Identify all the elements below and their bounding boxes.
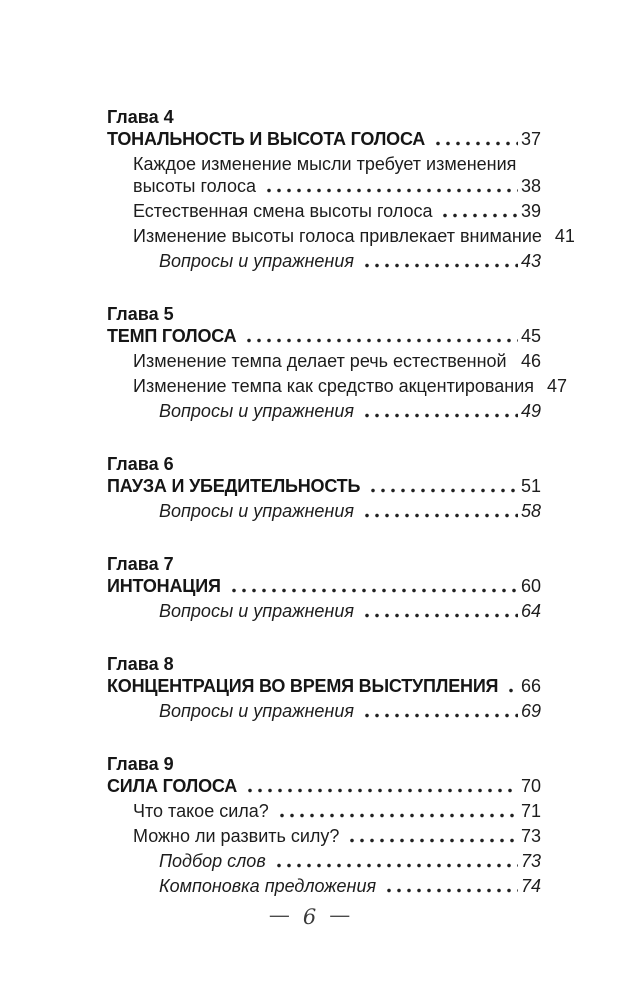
toc-entry [133, 375, 568, 397]
toc-entry [159, 600, 541, 622]
toc-entry-row [159, 250, 541, 272]
entry-page-number: 70 [520, 776, 541, 796]
chapter-title: ТОНАЛЬНОСТЬ И ВЫСОТА ГОЛОСА [107, 129, 426, 149]
entry-page-number: 37 [520, 129, 541, 149]
entry-page-number: 46 [520, 351, 541, 371]
entry-page-number: 66 [520, 676, 541, 696]
toc-entry [133, 825, 541, 847]
entry-label: Вопросы и упражнения [159, 401, 354, 421]
entry-label-line: Каждое изменение мысли требует изменения [133, 154, 517, 174]
dot-leader-icon [504, 688, 518, 693]
dot-leader-icon [366, 488, 518, 493]
toc-entry [133, 153, 541, 197]
toc-entry-row [159, 400, 541, 422]
entry-label: Изменение высоты голоса привлекает внимание [133, 226, 542, 246]
dot-leader-icon [360, 513, 518, 518]
chapter-title: ТЕМП ГОЛОСА [107, 326, 237, 346]
entry-label: Компоновка предложения [159, 876, 377, 896]
toc-entry [159, 875, 541, 897]
dot-leader-icon [243, 788, 518, 793]
toc-entry [159, 850, 541, 872]
toc [107, 106, 575, 897]
chapter-label: Глава 8 [107, 654, 174, 674]
entry-label: Изменение темпа как средство акцентирования [133, 376, 535, 396]
dot-leader-icon [360, 613, 518, 618]
toc-entry-row [133, 350, 541, 372]
toc-entry [133, 350, 541, 372]
dot-leader-icon [360, 713, 518, 718]
toc-section [107, 303, 568, 422]
chapter-label: Глава 4 [107, 107, 174, 127]
chapter-label: Глава 7 [107, 554, 174, 574]
entry-label: Естественная смена высоты голоса [133, 201, 433, 221]
toc-entry [159, 250, 541, 272]
entry-page-number: 41 [554, 226, 575, 246]
dot-leader-icon [382, 888, 518, 893]
entry-page-number: 73 [520, 826, 541, 846]
toc-entry-row [159, 600, 541, 622]
entry-label: Вопросы и упражнения [159, 701, 354, 721]
entry-page-number: 47 [547, 376, 568, 396]
toc-entry-row [133, 375, 568, 397]
entry-label: Можно ли развить силу? [133, 826, 340, 846]
toc-entry [159, 400, 541, 422]
chapter-title-row [107, 675, 541, 697]
entry-label: Вопросы и упражнения [159, 501, 354, 521]
entry-page-number: 45 [520, 326, 541, 346]
entry-page-number: 39 [520, 201, 541, 221]
entry-page-number: 69 [520, 701, 541, 721]
entry-page-number: 43 [520, 251, 541, 271]
toc-entry-row [159, 875, 541, 897]
toc-entry-row [133, 825, 541, 847]
dot-leader-icon [360, 413, 518, 418]
chapter-title: ИНТОНАЦИЯ [107, 576, 221, 596]
dot-leader-icon [431, 141, 518, 146]
entry-label: Вопросы и упражнения [159, 251, 354, 271]
toc-entry [159, 500, 541, 522]
toc-entry-row [133, 225, 575, 247]
entry-label: Что такое сила? [133, 801, 269, 821]
dot-leader-icon [275, 813, 518, 818]
dot-leader-icon [438, 213, 518, 218]
toc-entry [133, 200, 541, 222]
toc-entry [133, 800, 541, 822]
dot-leader-icon [360, 263, 518, 268]
toc-entry-row [159, 500, 541, 522]
footer-page-number: 6 [302, 905, 317, 929]
toc-section [107, 553, 541, 622]
chapter-label: Глава 6 [107, 454, 174, 474]
toc-section [107, 753, 541, 897]
toc-entry [159, 700, 541, 722]
toc-entry-row [133, 200, 541, 222]
dot-leader-icon [262, 188, 518, 193]
chapter-title: КОНЦЕНТРАЦИЯ ВО ВРЕМЯ ВЫСТУПЛЕНИЯ [107, 676, 499, 696]
dot-leader-icon [242, 338, 518, 343]
entry-page-number: 58 [520, 501, 541, 521]
entry-label: Подбор слов [159, 851, 266, 871]
entry-page-number: 74 [520, 876, 541, 896]
dot-leader-icon [548, 238, 552, 243]
chapter-label: Глава 9 [107, 754, 174, 774]
footer-left-dash: — [268, 903, 290, 927]
entry-label: Вопросы и упражнения [159, 601, 354, 621]
toc-entry [133, 225, 575, 247]
dot-leader-icon [272, 863, 518, 868]
entry-page-number: 73 [520, 851, 541, 871]
chapter-title: СИЛА ГОЛОСА [107, 776, 238, 796]
chapter-label: Глава 5 [107, 304, 174, 324]
chapter-title-row [107, 575, 541, 597]
footer-right-dash: — [329, 903, 351, 927]
chapter-title-row [107, 128, 541, 150]
dot-leader-icon [513, 363, 518, 368]
entry-label: высоты голоса [133, 176, 257, 196]
dot-leader-icon [345, 838, 518, 843]
chapter-title-row [107, 325, 541, 347]
entry-page-number: 51 [520, 476, 541, 496]
entry-page-number: 71 [520, 801, 541, 821]
chapter-title-row [107, 775, 541, 797]
toc-entry-row [159, 700, 541, 722]
toc-entry-row [159, 850, 541, 872]
toc-section [107, 106, 575, 272]
toc-section [107, 653, 541, 722]
entry-page-number: 60 [520, 576, 541, 596]
toc-entry-row [133, 800, 541, 822]
entry-page-number: 64 [520, 601, 541, 621]
entry-page-number: 49 [520, 401, 541, 421]
toc-entry-row [133, 175, 541, 197]
dot-leader-icon [227, 588, 518, 593]
toc-section [107, 453, 541, 522]
page-footer [0, 903, 619, 929]
chapter-title: ПАУЗА И УБЕДИТЕЛЬНОСТЬ [107, 476, 361, 496]
entry-page-number: 38 [520, 176, 541, 196]
chapter-title-row [107, 475, 541, 497]
entry-label: Изменение темпа делает речь естественной [133, 351, 507, 371]
dot-leader-icon [540, 388, 544, 393]
